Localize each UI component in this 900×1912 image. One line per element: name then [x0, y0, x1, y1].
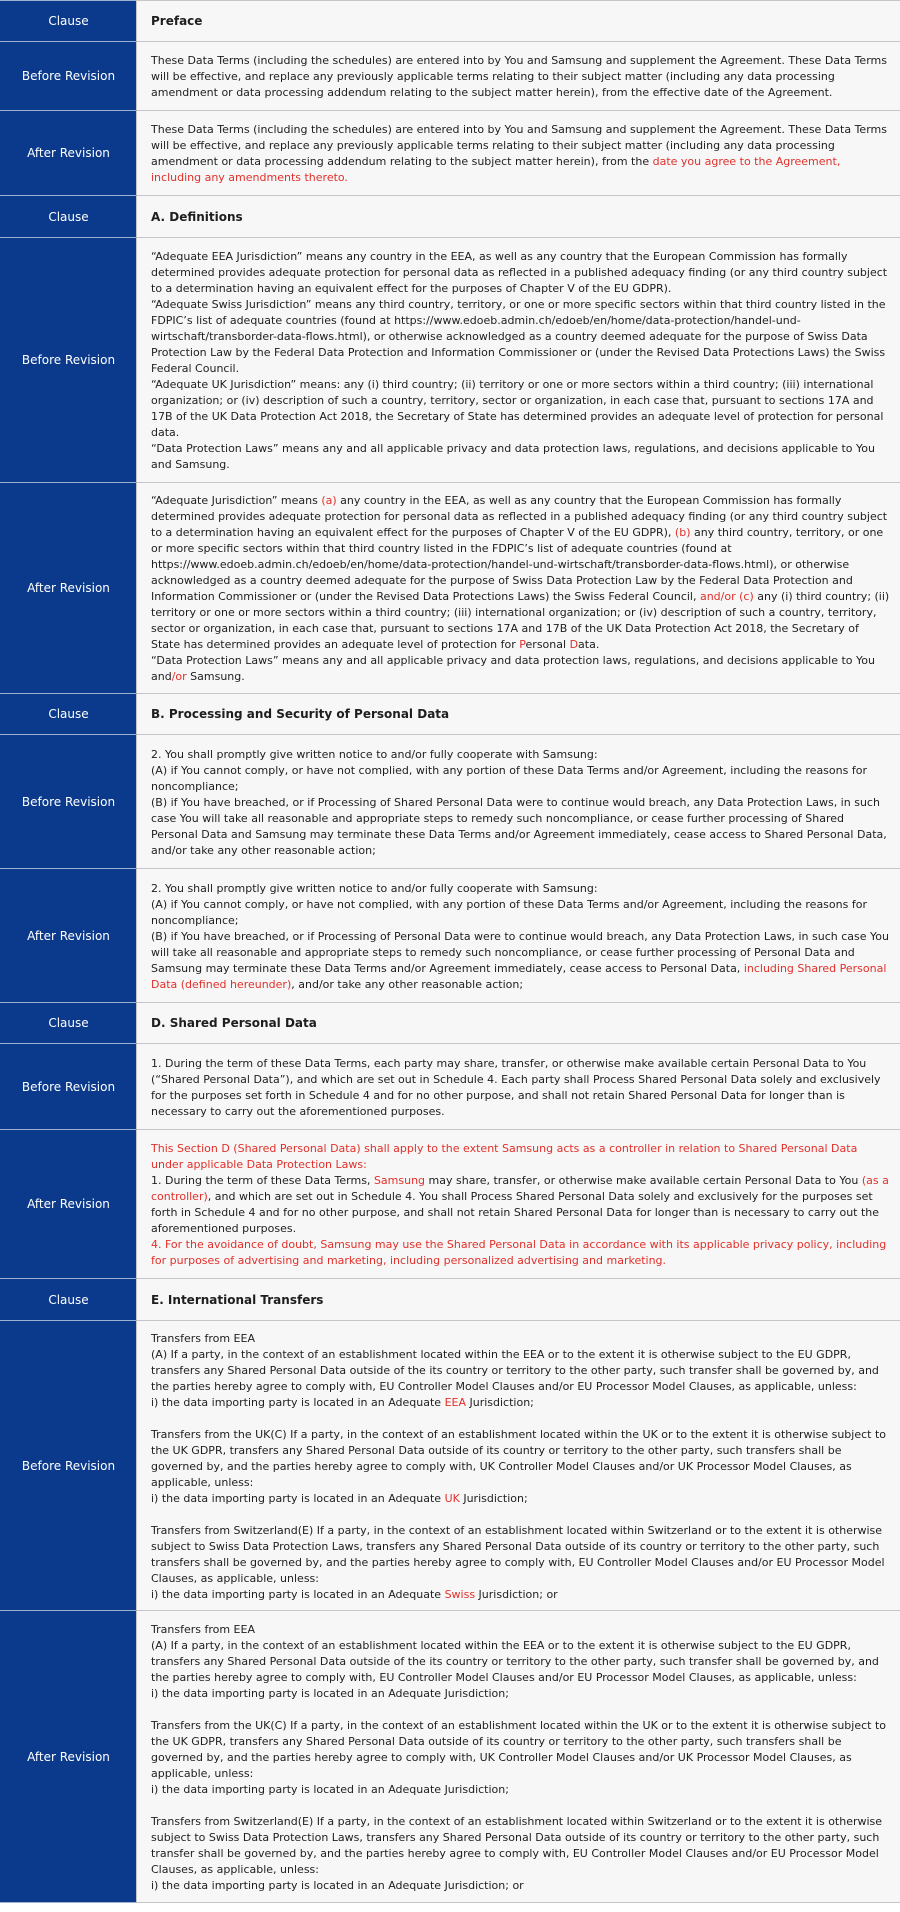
paragraph: (A) if You cannot comply, or have not complied, with any portion of these Data Terms and/or Agreement, including the reasons for noncompliance;	[151, 763, 867, 793]
after-revision-label: After Revision	[1, 111, 137, 196]
before-revision-label: Before Revision	[1, 42, 137, 111]
revised-text: Swiss	[444, 1587, 476, 1601]
paragraph: i) the data importing party is located in an Adequate UK Jurisdiction;	[151, 1491, 528, 1505]
before-revision-row	[1, 1321, 900, 1611]
after-revision-row	[1, 1130, 900, 1279]
definition: “Data Protection Laws” means any and all applicable privacy and data protection laws, regulations, and decisions applicable to You and Samsung.	[151, 442, 875, 471]
paragraph: Transfers from Switzerland(E) If a party, in the context of an establishment located within Switzerland or to the extent it is otherwise subject to Swiss Data Protection Laws, transfers any Shared Personal Data outside of its country or territory to the other party, such transfers shall be governed by, and the parties hereby agree to comply with, EU Controller Model Clauses and/or EU Processor Model Clauses, as applicable, unless:	[151, 1523, 885, 1585]
clause-label: Clause	[1, 694, 137, 735]
clause-row	[1, 1003, 900, 1044]
after-revision-text	[137, 1130, 900, 1279]
after-revision-row	[1, 111, 900, 196]
paragraph: These Data Terms (including the schedules) are entered into by You and Samsung and supplement the Agreement. These Data Terms will be effective, and replace any previously applicable terms relating to their subject matter (including any data processing amendment or data processing addendum relating to the subject matter herein), from the effective date of the Agreement.	[151, 54, 887, 99]
paragraph: 2. You shall promptly give written notice to and/or fully cooperate with Samsung:	[151, 747, 598, 761]
before-revision-text	[137, 1044, 900, 1130]
after-revision-label: After Revision	[1, 483, 137, 694]
before-revision-label: Before Revision	[1, 735, 137, 869]
clause-title: D. Shared Personal Data	[137, 1003, 900, 1044]
after-revision-row	[1, 1611, 900, 1903]
before-revision-row	[1, 238, 900, 483]
spacer	[151, 1798, 890, 1814]
spacer	[151, 1411, 890, 1427]
paragraph: 1. During the term of these Data Terms, each party may share, transfer, or otherwise make available certain Personal Data to You (“Shared Personal Data”), and which are set out in Schedule 4. Each party shall Process Shared Personal Data solely and exclusively for the purposes set forth in Schedule 4 and for no other purpose, and shall not retain Shared Personal Data for longer than is necessary to carry out the aforementioned purposes.	[151, 1056, 881, 1118]
clause-label: Clause	[1, 1003, 137, 1044]
spacer	[151, 1702, 890, 1718]
clause-row	[1, 196, 900, 238]
paragraph: 2. You shall promptly give written notice to and/or fully cooperate with Samsung:	[151, 881, 598, 895]
paragraph: i) the data importing party is located in an Adequate Jurisdiction;	[151, 1782, 509, 1796]
paragraph: i) the data importing party is located in an Adequate Jurisdiction;	[151, 1686, 509, 1700]
revised-text: (a)	[321, 494, 337, 507]
revised-text: (b)	[674, 526, 691, 539]
clause-row	[1, 1, 900, 42]
clause-title: Preface	[137, 1, 900, 42]
revised-text: This Section D (Shared Personal Data) shall apply to the extent Samsung acts as a controller in relation to Shared Personal Data under applicable Data Protection Laws:	[151, 1142, 858, 1171]
before-revision-row	[1, 42, 900, 111]
paragraph: i) the data importing party is located in an Adequate Jurisdiction; or	[151, 1878, 524, 1892]
before-revision-text	[137, 42, 900, 111]
before-revision-row	[1, 1044, 900, 1130]
revised-text: /or	[171, 670, 187, 683]
after-revision-text	[137, 1611, 900, 1903]
revised-text: 4. For the avoidance of doubt, Samsung may use the Shared Personal Data in accordance with its applicable privacy policy, including for purposes of advertising and marketing, including personalized advertising and marketing.	[151, 1238, 887, 1267]
clause-row	[1, 1279, 900, 1321]
paragraph: i) the data importing party is located in an Adequate EEA Jurisdiction;	[151, 1395, 534, 1409]
revised-text: D	[569, 638, 579, 651]
paragraph: Transfers from Switzerland(E) If a party, in the context of an establishment located within Switzerland or to the extent it is otherwise subject to Swiss Data Protection Laws, transfers any Shared Personal Data outside of its country or territory to the other party, such transfer shall be governed by, and the parties hereby agree to comply with, EU Controller Model Clauses and/or EU Processor Model Clauses, as applicable, unless:	[151, 1814, 883, 1876]
after-revision-label: After Revision	[1, 869, 137, 1003]
definition: “Adequate EEA Jurisdiction” means any country in the EEA, as well as any country that the European Commission has formally determined provides adequate protection for personal data as reflected in a published adequacy finding (or any third country subject to a determination having an equivalent effect for the purposes of Chapter V of the EU GDPR).	[151, 250, 888, 295]
before-revision-label: Before Revision	[1, 1044, 137, 1130]
clause-title: A. Definitions	[137, 196, 900, 238]
revised-text: (as a controller)	[151, 1174, 889, 1203]
before-revision-label: Before Revision	[1, 238, 137, 483]
paragraph: These Data Terms (including the schedules) are entered into by You and Samsung and supplement the Agreement. These Data Terms will be effective, and replace any previously applicable terms relating to their subject matter (including any data processing amendment or data processing addendum relating to the subject matter herein), from the	[151, 123, 887, 168]
paragraph: Transfers from the UK(C) If a party, in the context of an establishment located within the UK or to the extent it is otherwise subject to the UK GDPR, transfers any Shared Personal Data outside of its country or territory to the other party, such transfers shall be governed by, and the parties hereby agree to comply with, UK Controller Model Clauses and/or UK Processor Model Clauses, as applicable, unless:	[151, 1718, 886, 1780]
before-revision-row	[1, 735, 900, 869]
paragraph: (B) if You have breached, or if Processing of Shared Personal Data were to continue would breach, any Data Protection Laws, in such case You will take all reasonable and appropriate steps to remedy such noncompliance, or cease further processing of Shared Personal Data and Samsung may terminate these Data Terms and/or Agreement immediately, cease access to Shared Personal Data, and/or take any other reasonable action;	[151, 795, 887, 857]
clause-label: Clause	[1, 1279, 137, 1321]
revised-text: P	[519, 638, 526, 651]
revised-text: date you agree to the Agreement, including any amendments thereto.	[151, 155, 841, 184]
clause-row	[1, 694, 900, 735]
after-revision-label: After Revision	[1, 1130, 137, 1279]
after-revision-label: After Revision	[1, 1611, 137, 1903]
before-revision-label: Before Revision	[1, 1321, 137, 1611]
clause-label: Clause	[1, 196, 137, 238]
definition: “Adequate Jurisdiction” means (a) any country in the EEA, as well as any country that the European Commission has formally determined provides adequate protection for personal data as reflected in a published adequacy finding (or any third country subject to a determination having an equivalent effect for the purposes of Chapter V of the EU GDPR), (b) any third country, territory, or one or more specific sectors within that third country listed in the FDPIC’s list of adequate countries (found at https://www.edoeb.admin.ch/edoeb/en/home/data-protection/handel-und-wirtschaft/transborder-data-flows.html), or otherwise acknowledged as a country deemed adequate for the purpose of Swiss Data Protection Law by the Federal Data Protection and Information Commissioner or (under the Revised Data Protections Laws) the Swiss Federal Council, and/or (c) any (i) third country; (ii) territory or one or more sectors within a third country; (iii) international organization; or (iv) description of such a country, territory, sector or organization, in each case that, pursuant to sections 17A and 17B of the UK Data Protection Act 2018, the Secretary of State has determined provides an adequate level of protection for Personal Data.	[151, 494, 890, 651]
definition: “Adequate Swiss Jurisdiction” means any third country, territory, or one or more specific sectors within that third country listed in the FDPIC’s list of adequate countries (found at https://www.edoeb.admin.ch/edoeb/en/home/data-protection/handel-und-wirtschaft/transborder-data-flows.html), or otherwise acknowledged as a country deemed adequate for the purpose of Swiss Data Protection Law by the Federal Data Protection and Information Commissioner or (under the Revised Data Protections Laws) the Swiss Federal Council.	[151, 298, 886, 375]
revised-text: and/or (c)	[699, 590, 754, 603]
after-revision-row	[1, 869, 900, 1003]
paragraph: 1. During the term of these Data Terms, Samsung may share, transfer, or otherwise make available certain Personal Data to You (as a controller), and which are set out in Schedule 4. You shall Process Shared Personal Data solely and exclusively for the purposes set forth in Schedule 4 and for no other purpose, and shall not retain Shared Personal Data for longer than is necessary to carry out the aforementioned purposes.	[151, 1174, 889, 1235]
paragraph: Transfers from the UK(C) If a party, in the context of an establishment located within the UK or to the extent it is otherwise subject to the UK GDPR, transfers any Shared Personal Data outside of its country or territory to the other party, such transfers shall be governed by, and the parties hereby agree to comply with, UK Controller Model Clauses and/or UK Processor Model Clauses, as applicable, unless:	[151, 1427, 886, 1489]
before-revision-text	[137, 1321, 900, 1611]
definition: “Adequate UK Jurisdiction” means: any (i) third country; (ii) territory or one or more sectors within a third country; (iii) international organization; or (iv) description of such a country, territory, sector or organization, in each case that, pursuant to sections 17A and 17B of the UK Data Protection Act 2018, the Secretary of State has determined provides an adequate level of protection for personal data.	[151, 378, 884, 439]
definition: “Data Protection Laws” means any and all applicable privacy and data protection laws, regulations, and decisions applicable to You and/or Samsung.	[151, 654, 875, 683]
paragraph: Transfers from EEA	[151, 1622, 255, 1636]
revised-text: UK	[444, 1491, 460, 1505]
revised-text: EEA	[444, 1395, 466, 1409]
revised-text: Samsung	[373, 1174, 426, 1187]
paragraph: (A) If a party, in the context of an establishment located within the EEA or to the extent it is otherwise subject to the EU GDPR, transfers any Shared Personal Data outside of the its country or territory to the other party, such transfer shall be governed by, and the parties hereby agree to comply with, EU Controller Model Clauses and/or EU Processor Model Clauses, as applicable, unless:	[151, 1638, 879, 1684]
clause-label: Clause	[1, 1, 137, 42]
before-revision-text	[137, 735, 900, 869]
paragraph: Transfers from EEA	[151, 1331, 255, 1345]
paragraph: (B) if You have breached, or if Processing of Personal Data were to continue would breach, any Data Protection Laws, in such case You will take all reasonable and appropriate steps to remedy such noncompliance, or cease further processing of Personal Data and Samsung may terminate these Data Terms and/or Agreement immediately, cease access to Personal Data, including Shared Personal Data (defined hereunder), and/or take any other reasonable action;	[151, 929, 889, 991]
paragraph: (A) if You cannot comply, or have not complied, with any portion of these Data Terms and/or Agreement, including the reasons for noncompliance;	[151, 897, 867, 927]
after-revision-text	[137, 869, 900, 1003]
after-revision-row	[1, 483, 900, 694]
paragraph: (A) If a party, in the context of an establishment located within the EEA or to the extent it is otherwise subject to the EU GDPR, transfers any Shared Personal Data outside of the its country or territory to the other party, such transfer shall be governed by, and the parties hereby agree to comply with, EU Controller Model Clauses and/or EU Processor Model Clauses, as applicable, unless:	[151, 1347, 879, 1393]
revised-text: including Shared Personal Data (defined hereunder)	[151, 961, 887, 991]
clause-title: E. International Transfers	[137, 1279, 900, 1321]
before-revision-text	[137, 238, 900, 483]
after-revision-text	[137, 483, 900, 694]
after-revision-text	[137, 111, 900, 196]
paragraph: i) the data importing party is located in an Adequate Swiss Jurisdiction; or	[151, 1587, 558, 1601]
clause-title: B. Processing and Security of Personal Data	[137, 694, 900, 735]
spacer	[151, 1507, 890, 1523]
